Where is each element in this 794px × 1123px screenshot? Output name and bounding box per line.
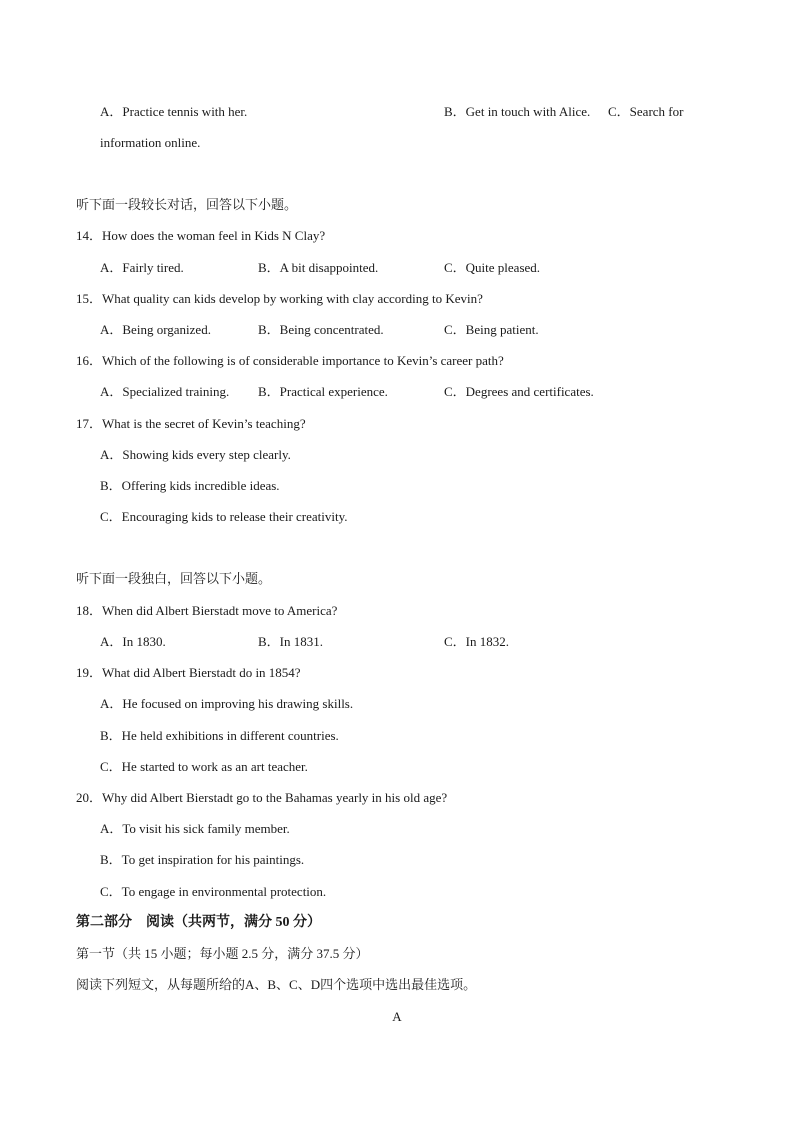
q19-option-b: B．He held exhibitions in different countries. bbox=[100, 728, 339, 743]
q13-option-c: C．Search for bbox=[608, 104, 684, 119]
question-18: 18．When did Albert Bierstadt move to America? bbox=[76, 603, 338, 618]
question-14: 14．How does the woman feel in Kids N Clay? bbox=[76, 228, 326, 243]
q14-option-a: A．Fairly tired. bbox=[100, 260, 184, 275]
question-16: 16．Which of the following is of considerable importance to Kevin’s career path? bbox=[76, 353, 504, 368]
q19-option-c: C．He started to work as an art teacher. bbox=[100, 759, 308, 774]
section-heading-monologue: 听下面一段独白，回答以下小题。 bbox=[76, 571, 272, 586]
q15-option-b: B．Being concentrated. bbox=[258, 322, 384, 337]
question-15: 15．What quality can kids develop by working with clay according to Kevin? bbox=[76, 291, 483, 306]
q20-option-c: C．To engage in environmental protection. bbox=[100, 884, 327, 899]
question-19: 19．What did Albert Bierstadt do in 1854? bbox=[76, 665, 301, 680]
question-17: 17．What is the secret of Kevin’s teaching? bbox=[76, 416, 306, 431]
q13-option-c-continued: information online. bbox=[100, 135, 201, 150]
q16-option-a: A．Specialized training. bbox=[100, 384, 230, 399]
q13-option-b: B．Get in touch with Alice. bbox=[444, 104, 591, 119]
section-one-title: 第一节（共 15 小题；每小题 2.5 分，满分 37.5 分） bbox=[76, 946, 369, 961]
q20-option-b: B．To get inspiration for his paintings. bbox=[100, 852, 305, 867]
q17-option-c: C．Encouraging kids to release their creativity. bbox=[100, 509, 348, 524]
section-heading-long-dialogue: 听下面一段较长对话，回答以下小题。 bbox=[76, 197, 298, 212]
q19-option-a: A．He focused on improving his drawing skills. bbox=[100, 696, 354, 711]
q16-option-c: C．Degrees and certificates. bbox=[444, 384, 594, 399]
part-two-title: 第二部分 阅读（共两节，满分 50 分） bbox=[76, 915, 321, 930]
q14-option-b: B．A bit disappointed. bbox=[258, 260, 379, 275]
q20-option-a: A．To visit his sick family member. bbox=[100, 821, 290, 836]
q15-option-c: C．Being patient. bbox=[444, 322, 539, 337]
reading-instruction: 阅读下列短文，从每题所给的A、B、C、D四个选项中选出最佳选项。 bbox=[76, 977, 477, 992]
q16-option-b: B．Practical experience. bbox=[258, 384, 388, 399]
q17-option-b: B．Offering kids incredible ideas. bbox=[100, 478, 280, 493]
q13-option-a: A．Practice tennis with her. bbox=[100, 104, 248, 119]
q15-option-a: A．Being organized. bbox=[100, 322, 211, 337]
question-20: 20．Why did Albert Bierstadt go to the Bahamas yearly in his old age? bbox=[76, 790, 448, 805]
q17-option-a: A．Showing kids every step clearly. bbox=[100, 447, 291, 462]
q18-option-c: C．In 1832. bbox=[444, 634, 510, 649]
q14-option-c: C．Quite pleased. bbox=[444, 260, 541, 275]
q18-option-b: B．In 1831. bbox=[258, 634, 324, 649]
q18-option-a: A．In 1830. bbox=[100, 634, 166, 649]
passage-label: A bbox=[392, 1009, 402, 1024]
